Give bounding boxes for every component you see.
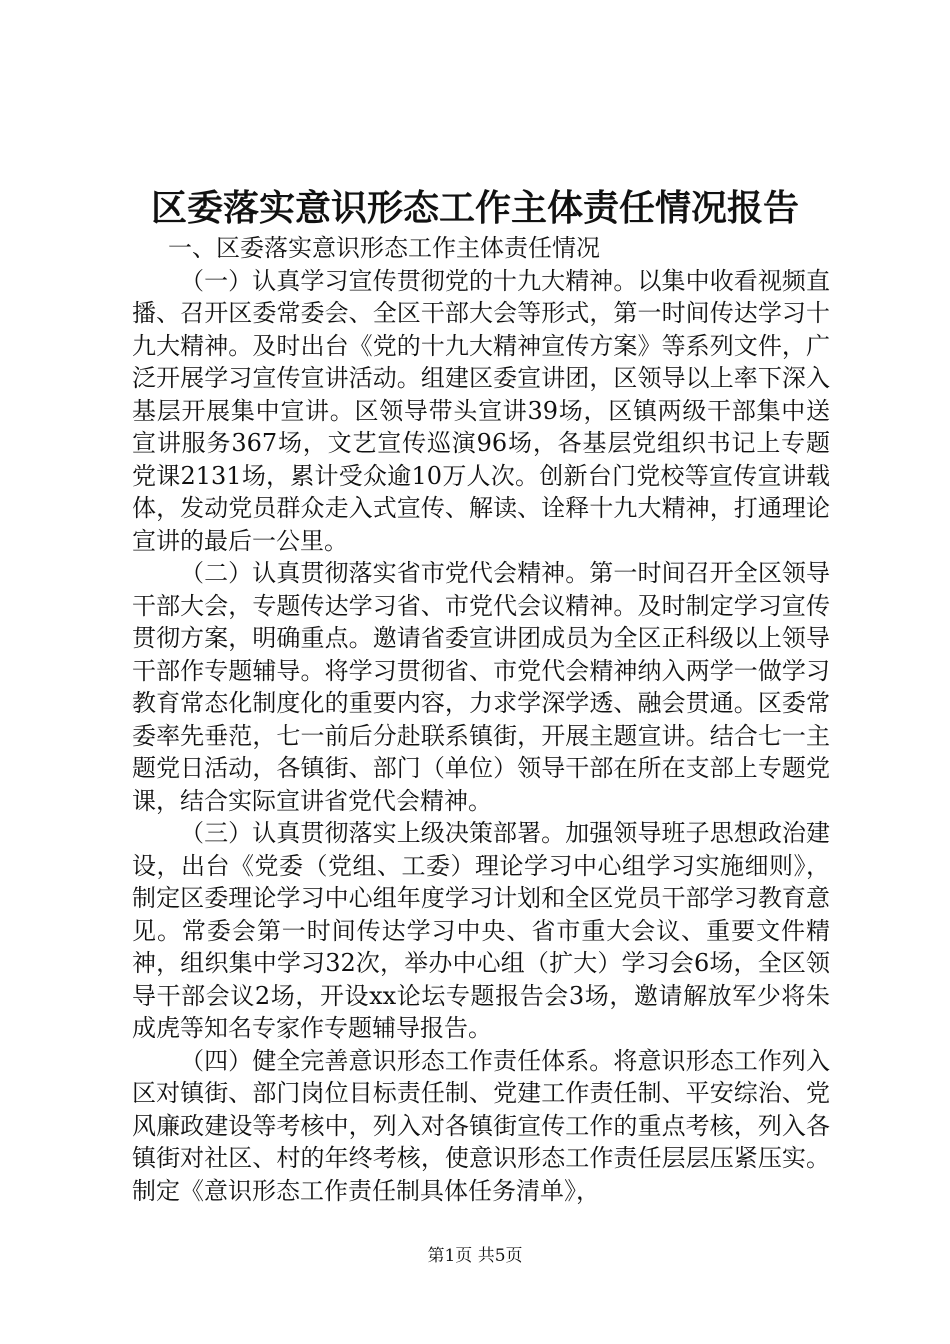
paragraph-4: （四）健全完善意识形态工作责任体系。将意识形态工作列入区对镇街、部门岗位目标责任制、党建工作责任制、平安综治、党风廉政建设等考核中，列入对各镇街宣传工作的重点考核，列入各镇街对社区、村的年终考核，使意识形态工作责任层层压紧压实。制定《意识形态工作责任制具体任务清单》， bbox=[132, 1046, 830, 1205]
document-body bbox=[132, 232, 830, 1207]
paragraph-1: （一）认真学习宣传贯彻党的十九大精神。以集中收看视频直播、召开区委常委会、全区干部大会等形式，第一时间传达学习十九大精神。及时出台《党的十九大精神宣传方案》等系列文件，广泛开展学习宣传宣讲活动。组建区委宣讲团，区领导以上率下深入基层开展集中宣讲。区领导带头宣讲39场，区镇两级干部集中送宣讲服务367场，文艺宣传巡演96场，各基层党组织书记上专题党课2131场，累计受众逾10万人次。创新台门党校等宣传宣讲载体，发动党员群众走入式宣传、解读、诠释十九大精神，打通理论宣讲的最后一公里。 bbox=[132, 266, 830, 555]
page-footer: 第1页 共5页 bbox=[427, 1246, 523, 1266]
section-heading: 一、区委落实意识形态工作主体责任情况 bbox=[168, 234, 600, 262]
paragraph-2: （二）认真贯彻落实省市党代会精神。第一时间召开全区领导干部大会，专题传达学习省、市党代会议精神。及时制定学习宣传贯彻方案，明确重点。邀请省委宣讲团成员为全区正科级以上领导干部作专题辅导。将学习贯彻省、市党代会精神纳入两学一做学习教育常态化制度化的重要内容，力求学深学透、融会贯通。区委常委率先垂范，七一前后分赴联系镇街，开展主题宣讲。结合七一主题党日活动，各镇街、部门（单位）领导干部在所在支部上专题党课，结合实际宣讲省党代会精神。 bbox=[132, 559, 830, 815]
paragraph-3: （三）认真贯彻落实上级决策部署。加强领导班子思想政治建设，出台《党委（党组、工委）理论学习中心组学习实施细则》，制定区委理论学习中心组年度学习计划和全区党员干部学习教育意见。常委会第一时间传达学习中央、省市重大会议、重要文件精神，组织集中学习32次，举办中心组（扩大）学习会6场，全区领导干部会议2场，开设xx论坛专题报告会3场，邀请解放军少将朱成虎等知名专家作专题辅导报告。 bbox=[132, 819, 830, 1042]
document-title: 区委落实意识形态工作主体责任情况报告 bbox=[150, 187, 799, 229]
